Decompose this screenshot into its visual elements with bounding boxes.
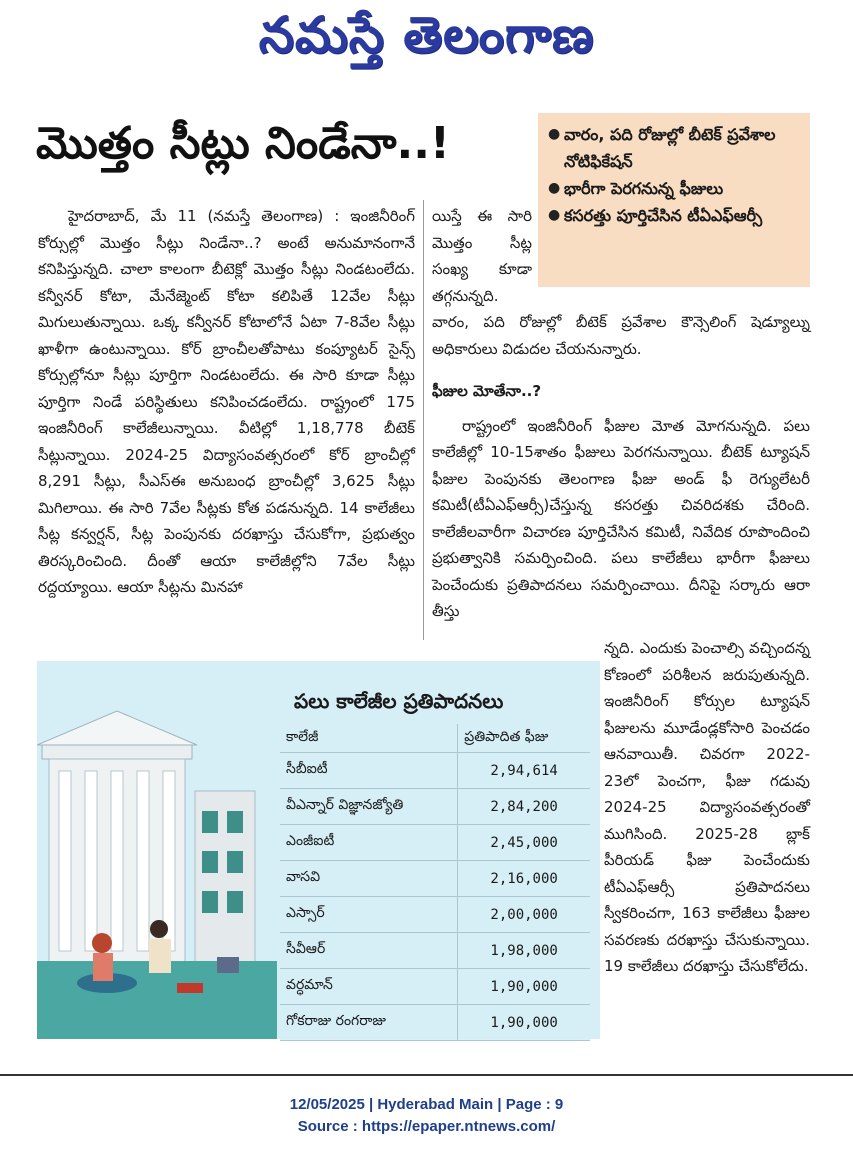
fee-value: 2,16,000	[458, 861, 590, 897]
article-column-right-lower	[604, 635, 810, 980]
college-name: వాసవి	[280, 861, 458, 897]
table-row	[280, 861, 590, 897]
college-name: సీబీఐటీ	[280, 753, 458, 789]
fee-value: 2,00,000	[458, 897, 590, 933]
fee-value: 2,45,000	[458, 825, 590, 861]
highlight-item: ● భారీగా పెరగనున్న ఫీజులు	[548, 175, 800, 202]
table-row	[280, 933, 590, 969]
fee-value: 1,90,000	[458, 969, 590, 1005]
column-header: కాలేజీ	[280, 724, 458, 753]
table-row	[280, 825, 590, 861]
fee-infobox	[37, 661, 600, 1039]
table-header-row	[280, 724, 590, 753]
fee-table	[280, 724, 590, 1041]
article-column-narrow	[432, 203, 532, 309]
college-name: సీవీఆర్	[280, 933, 458, 969]
column-divider	[423, 200, 424, 640]
college-name: వర్ధమాన్	[280, 969, 458, 1005]
fee-table-container	[242, 689, 592, 1041]
article-column-right	[432, 309, 810, 625]
table-row	[280, 969, 590, 1005]
article-paragraph: యిస్తే ఈ సారి మొత్తం సీట్ల సంఖ్య కూడా తగ్గనున్నది.	[432, 207, 532, 305]
footer-dateline: 12/05/2025 | Hyderabad Main | Page : 9	[289, 1096, 564, 1113]
fee-value: 2,94,614	[458, 753, 590, 789]
highlight-item: ● కసరత్తు పూర్తిచేసిన టీఏఎఫ్ఆర్సీ	[548, 202, 800, 229]
highlight-item: ● వారం, పది రోజుల్లో బీటెక్ ప్రవేశాల నోటిఫికేషన్	[548, 121, 800, 175]
college-name: గోకరాజు రంగరాజు	[280, 1005, 458, 1041]
table-row	[280, 1005, 590, 1041]
article-paragraph: రాష్ట్రంలో ఇంజినీరింగ్ ఫీజుల మోత మోగనున్నది. పలు కాలేజీల్లో 10-15శాతం ఫీజులు పెరగనున్నాయి. బీటెక్ ట్యూషన్ ఫీజుల పెంపునకు తెలంగాణ ఫీజు అండ్ ఫీ రెగ్యులేటరీ కమిటీ(టీఏఎఫ్ఆర్సీ)చేస్తున్న కసరత్తు చివరిదశకు చేరింది. కాలేజీలవారీగా విచారణ పూర్తిచేసిన కమిటీ, నివేదిక రూపొందించి ప్రభుత్వానికి సమర్పించింది. పలు కాలేజీలు భారీగా ఫీజులు పెంచేందుకు ప్రతిపాదనలు సమర్పించాయి. దీనిపై సర్కారు ఆరా తీస్తు	[432, 416, 810, 620]
article-paragraph: వారం, పది రోజుల్లో బీటెక్ ప్రవేశాల కౌన్సెలింగ్ షెడ్యూల్ను అధికారులు విడుదల చేయనున్నారు.	[432, 313, 810, 358]
footer-divider	[0, 1074, 853, 1076]
college-illustration	[37, 661, 277, 1039]
subheading: ఫీజుల మోతేనా..?	[432, 382, 542, 400]
masthead-logo: నమస్తే తెలంగాణ	[258, 6, 595, 64]
column-header: ప్రతిపాదిత ఫీజు	[458, 724, 590, 753]
table-row	[280, 897, 590, 933]
table-title: పలు కాలేజీల ప్రతిపాదనలు	[294, 689, 504, 713]
table-row	[280, 789, 590, 825]
table-row	[280, 753, 590, 789]
fee-value: 1,98,000	[458, 933, 590, 969]
fee-value: 2,84,200	[458, 789, 590, 825]
college-name: ఎంజీఐటీ	[280, 825, 458, 861]
article-column-left	[38, 203, 415, 601]
headline: మొత్తం సీట్లు నిండేనా..!	[36, 118, 451, 169]
footer-source[interactable]: Source : https://epaper.ntnews.com/	[297, 1118, 556, 1135]
college-name: వీఎన్నార్ విజ్ఞానజ్యోతి	[280, 789, 458, 825]
article-paragraph: న్నది. ఎందుకు పెంచాల్సి వచ్చిందన్న కోణంలో పరిశీలన జరుపుతున్నది. ఇంజినీరింగ్ కోర్సుల ట్యూషన్ ఫీజులను మూడేండ్లకోసారి పెంచడం ఆనవాయితీ. చివరగా 2022-23లో పెంచగా, ఫీజు గడువు 2024-25 విద్యాసంవత్సరంతో ముగిసింది. 2025-28 బ్లాక్ పీరియడ్ ఫీజు పెంచేందుకు టీఏఎఫ్ఆర్సీ ప్రతిపాదనలు స్వీకరించగా, 163 కాలేజీలు ఫీజుల సవరణకు దరఖాస్తు చేసుకున్నాయి. 19 కాలేజీలు దరఖాస్తు చేసుకోలేదు.	[604, 639, 810, 975]
bullet-icon: ●	[548, 180, 561, 196]
bullet-icon: ●	[548, 126, 561, 142]
college-name: ఎస్సార్	[280, 897, 458, 933]
fee-value: 1,90,000	[458, 1005, 590, 1041]
bullet-icon: ●	[548, 207, 561, 223]
highlights-box	[538, 113, 810, 287]
article-paragraph: హైదరాబాద్, మే 11 (నమస్తే తెలంగాణ) : ఇంజినీరింగ్ కోర్సుల్లో మొత్తం సీట్లు నిండేనా..? అంటే అనుమానంగానే కనిపిస్తున్నది. చాలా కాలంగా బీటెక్లో మొత్తం సీట్లు నిండటంలేదు. కన్వీనర్ కోటా, మేనేజ్మెంట్ కోటా కలిపితే 12వేల సీట్లు మిగులుతున్నాయి. ఒక్క కన్వీనర్ కోటాలోనే ఏటా 7-8వేల సీట్లు ఖాళీగా ఉంటున్నాయి. కోర్ బ్రాంచీలతోపాటు కంప్యూటర్ సైన్స్ కోర్సుల్లోనూ సీట్లు పూర్తిగా నిండటంలేదు. ఈ సారి కూడా సీట్లు పూర్తిగా నిండే పరిస్థితులు కనిపించడంలేదు. రాష్ట్రంలో 175 ఇంజినీరింగ్ కాలేజీలున్నాయి. వీటిల్లో 1,18,778 బీటెక్ సీట్లున్నాయి. 2024-25 విద్యాసంవత్సరంలో కోర్ బ్రాంచీల్లో 8,291 సీట్లు, సీఎస్ఈ అనుబంధ బ్రాంచీల్లో 3,625 సీట్లు మిగిలాయి. ఈ సారి 7వేల సీట్లకు కోత పడనున్నది. 14 కాలేజీలు సీట్ల కన్వర్షన్, సీట్ల పెంపునకు దరఖాస్తు చేసుకోగా, ప్రభుత్వం తిరస్కరించింది. దీంతో ఆయా కాలేజీల్లోని 7వేల సీట్లు రద్దయ్యాయి. ఆయా సీట్లను మినహా	[38, 207, 415, 596]
